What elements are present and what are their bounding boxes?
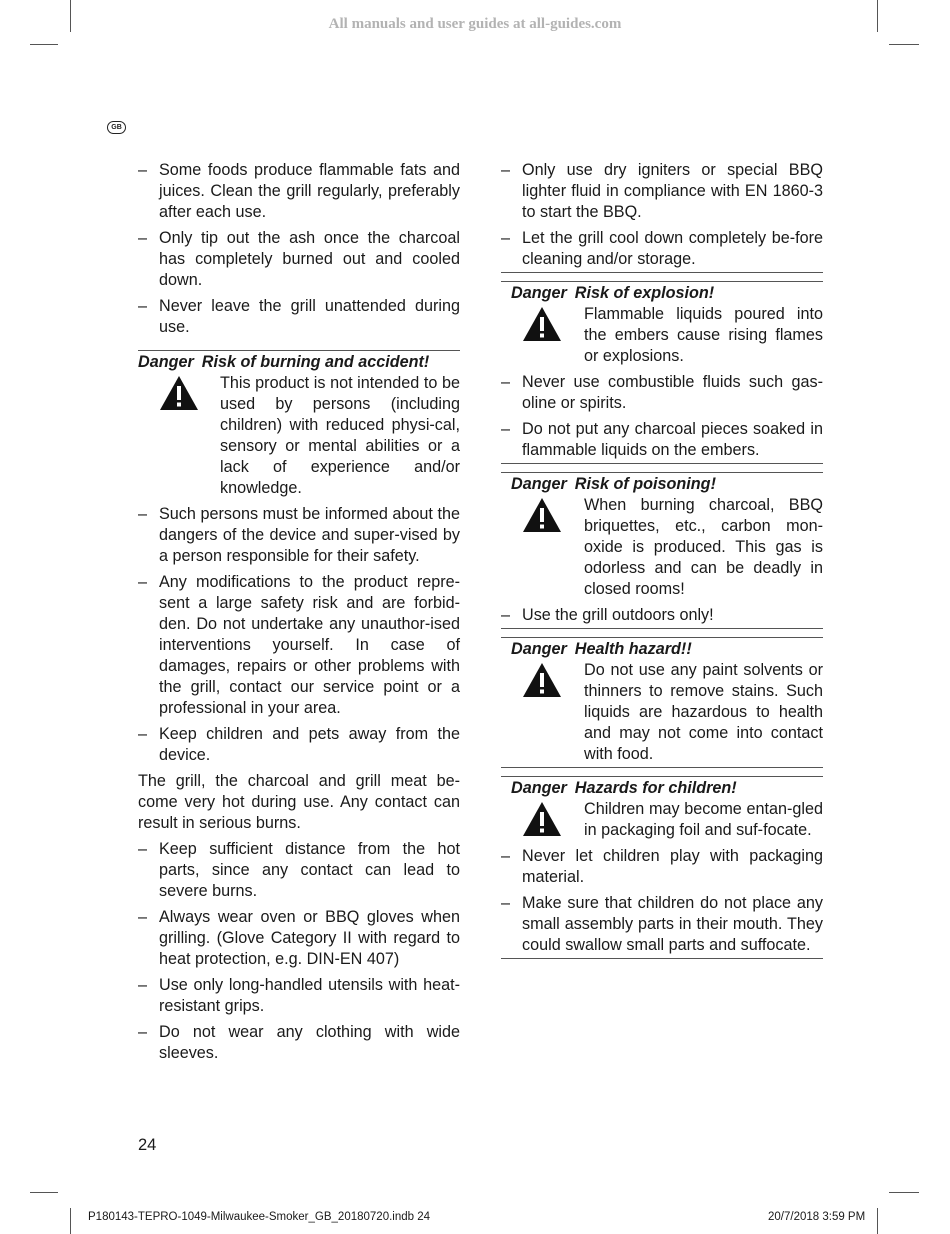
crop-mark [70,1208,71,1234]
warning-triangle-icon [159,375,199,411]
danger-text: When burning charcoal, BBQ briquettes, etc., carbon mon-oxide is produced. This gas is odorless and can be deadly in closed rooms! [584,496,823,598]
divider [501,272,823,273]
danger-text: This product is not intended to be used by persons (including children) with reduced physi-cal, sensory or mental abilities or a lack of experience and/or knowledge. [220,374,460,497]
warning-triangle-icon [522,801,562,837]
dash-bullet: – [138,976,148,994]
dash-bullet: – [138,908,148,926]
list-item: – Such persons must be informed about the dangers of the device and super-vised by a person responsible for their safety. [138,505,460,565]
page-number: 24 [138,1136,157,1154]
footer-file-info: P180143-TEPRO-1049-Milwaukee-Smoker_GB_20180720.indb 24 [88,1211,431,1223]
paragraph: The grill, the charcoal and grill meat be-come very hot during use. Any contact can result in serious burns. [138,772,460,832]
dash-bullet: – [501,373,511,391]
list-item: – Keep sufficient distance from the hot parts, since any contact can lead to severe burns. [138,840,460,900]
list-item: – Some foods produce flammable fats and juices. Clean the grill regularly, preferably after each use. [138,161,460,221]
dash-bullet: – [501,161,511,179]
dash-bullet: – [501,229,511,247]
right-column [501,160,823,967]
warning-triangle-icon [522,306,562,342]
danger-text: Children may become entan-gled in packaging foil and suf-focate. [584,800,823,839]
crop-mark [877,0,878,32]
list-item: – Never use combustible fluids such gas-oline or spirits. [501,373,823,412]
list-item: – Only use dry igniters or special BBQ lighter fluid in compliance with EN 1860-3 to start the BBQ. [501,161,823,221]
list-item: – Never let children play with packaging material. [501,847,823,886]
danger-heading: Danger Risk of burning and accident! [138,353,430,371]
left-column [138,160,460,1069]
warning-triangle-icon [522,662,562,698]
crop-mark [30,1192,58,1193]
footer-date-time: 20/7/2018 3:59 PM [768,1211,866,1223]
list-item: – Make sure that children do not place any small assembly parts in their mouth. They could swallow small parts and suffocate. [501,894,823,954]
dash-bullet: – [501,847,511,865]
danger-text: Do not use any paint solvents or thinners to remove stains. Such liquids are hazardous to health and may not come into contact with food. [584,661,823,763]
crop-mark [877,1208,878,1234]
danger-text: Flammable liquids poured into the embers cause rising flames or explosions. [584,305,823,365]
danger-heading: Danger Health hazard!! [511,640,692,658]
crop-mark [30,44,58,45]
dash-bullet: – [138,1023,148,1041]
list-item: – Do not wear any clothing with wide sleeves. [138,1023,460,1062]
language-badge: GB [107,121,126,134]
danger-heading: Danger Hazards for children! [511,779,737,797]
dash-bullet: – [138,297,148,315]
dash-bullet: – [501,894,511,912]
crop-mark [70,0,71,32]
list-item: – Never leave the grill unattended during use. [138,297,460,336]
divider [501,958,823,959]
divider [501,767,823,768]
danger-health-block [501,637,823,765]
danger-burning-block [138,350,460,499]
dash-bullet: – [501,420,511,438]
danger-children-block [501,776,823,956]
list-item: – Let the grill cool down completely be-fore cleaning and/or storage. [501,229,823,268]
list-item: – Always wear oven or BBQ gloves when grilling. (Glove Category II with regard to heat protection, e.g. DIN-EN 407) [138,908,460,968]
dash-bullet: – [138,161,148,179]
danger-heading: Danger Risk of explosion! [511,284,715,302]
dash-bullet: – [138,725,148,743]
dash-bullet: – [138,573,148,591]
dash-bullet: – [501,606,511,624]
warning-triangle-icon [522,497,562,533]
watermark: All manuals and user guides at all-guides.com [328,16,622,32]
list-item: – Use the grill outdoors only! [501,606,714,624]
divider [501,463,823,464]
dash-bullet: – [138,229,148,247]
dash-bullet: – [138,840,148,858]
crop-mark [889,1192,919,1193]
danger-heading: Danger Risk of poisoning! [511,475,716,493]
list-item: – Any modifications to the product repre-sent a large safety risk and are forbid-den. Do not undertake any unauthor-ised interventions yourself. In case of damages, repairs or other problems with the grill, contact our service point or a professional in your area. [138,573,460,717]
crop-mark [889,44,919,45]
list-item: – Use only long-handled utensils with heat-resistant grips. [138,976,460,1015]
list-item: – Only tip out the ash once the charcoal has completely burned out and cooled down. [138,229,460,289]
dash-bullet: – [138,505,148,523]
danger-poisoning-block [501,472,823,626]
list-item: – Keep children and pets away from the device. [138,725,460,764]
list-item: – Do not put any charcoal pieces soaked in flammable liquids on the embers. [501,420,823,459]
divider [501,628,823,629]
danger-explosion-block [501,281,823,461]
